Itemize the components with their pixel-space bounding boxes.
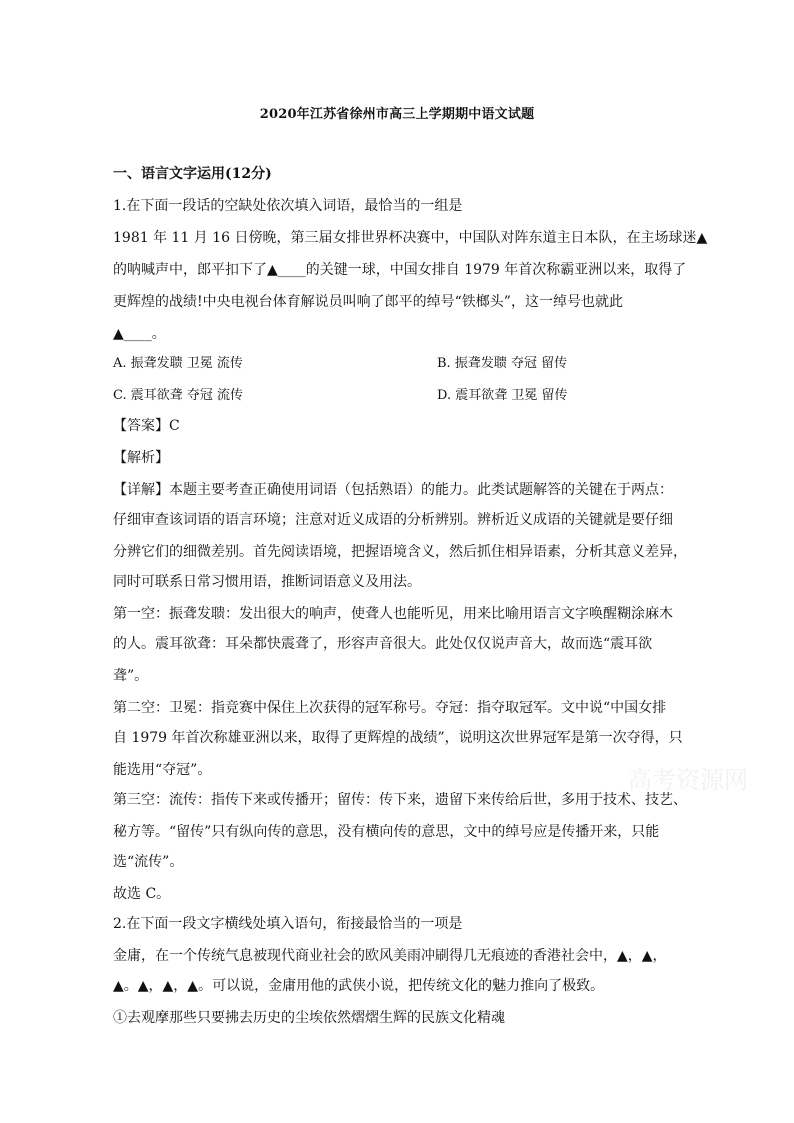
detail-line: 【详解】本题主要考查正确使用词语（包括熟语）的能力。此类试题解答的关键在于两点： (113, 482, 673, 498)
detail-line: 同时可联系日常习惯用语，推断词语意义及用法。 (113, 574, 421, 590)
q2-item-1: ①去观摩那些只要拂去历史的尘埃依然熠熠生辉的民族文化精魂 (113, 1010, 505, 1026)
q2-passage-line: ▲。▲，▲，▲。可以说，金庸用他的武侠小说，把传统文化的魅力推向了极致。 (113, 978, 605, 994)
watermark-text: 高考资源网 (628, 766, 748, 794)
detail-line: 自 1979 年首次称雄亚洲以来，取得了更辉煌的战绩”，说明这次世界冠军是第一次夺得，只 (113, 730, 683, 746)
question-2-stem: 2.在下面一段文字横线处填入语句，衔接最恰当的一项是 (113, 916, 463, 932)
detail-line: 能选用“夺冠”。 (113, 762, 212, 778)
analysis-label: 【解析】 (113, 450, 169, 466)
detail-line: 选“流传”。 (113, 854, 184, 870)
detail-line: 的人。震耳欲聋：耳朵都快震聋了，形容声音很大。此处仅仅说声音大，故而选“震耳欲 (113, 636, 653, 652)
detail-line: 聋”。 (113, 668, 149, 684)
detail-line: 第二空：卫冕：指竞赛中保住上次获得的冠军称号。夺冠：指夺取冠军。文中说“中国女排 (113, 700, 667, 716)
watermark (628, 760, 748, 795)
q1-passage-line: 1981 年 11 月 16 日傍晚，第三届女排世界杯决赛中，中国队对阵东道主日本队，在主场球迷▲ (113, 230, 708, 246)
q2-passage-line: 金庸，在一个传统气息被现代商业社会的欧风美雨冲刷得几无痕迹的香港社会中，▲，▲， (113, 948, 667, 964)
section-heading: 一、语言文字运用(12分) (113, 166, 272, 182)
option-a: A. 振聋发聩 卫冕 流传 (113, 356, 243, 371)
q1-passage-line: 更辉煌的战绩!中央电视台体育解说员叫响了郎平的绰号“铁榔头”，这一绰号也就此 (113, 294, 623, 310)
detail-line: 秘方等。“留传”只有纵向传的意思，没有横向传的意思，文中的绰号应是传播开来，只能 (113, 824, 660, 840)
option-b: B. 振聋发聩 夺冠 留传 (437, 356, 568, 371)
answer-line: 【答案】C (113, 418, 180, 434)
detail-line: 故选 C。 (113, 886, 171, 902)
detail-line: 分辨它们的细微差别。首先阅读语境，把握语境含义，然后抓住相异语素，分析其意义差异， (113, 544, 687, 560)
q1-passage-line: ▲____。 (113, 326, 166, 342)
detail-line: 仔细审查该词语的语言环境；注意对近义成语的分析辨别。辨析近义成语的关键就是要仔细 (113, 512, 673, 528)
question-1-stem: 1.在下面一段话的空缺处依次填入词语，最恰当的一组是 (113, 198, 463, 214)
page-title: 2020年江苏省徐州市高三上学期期中语文试题 (259, 107, 535, 122)
option-d: D. 震耳欲聋 卫冕 留传 (437, 388, 568, 403)
option-c: C. 震耳欲聋 夺冠 流传 (113, 388, 244, 403)
detail-line: 第三空：流传：指传下来或传播开；留传：传下来，遗留下来传给后世，多用于技术、技艺、 (113, 792, 687, 808)
q1-passage-line: 的呐喊声中，郎平扣下了▲____的关键一球，中国女排自 1979 年首次称霸亚洲以来，取得了 (113, 262, 687, 278)
detail-line: 第一空：振聋发聩：发出很大的响声，使聋人也能听见，用来比喻用语言文字唤醒糊涂麻木 (113, 606, 673, 622)
